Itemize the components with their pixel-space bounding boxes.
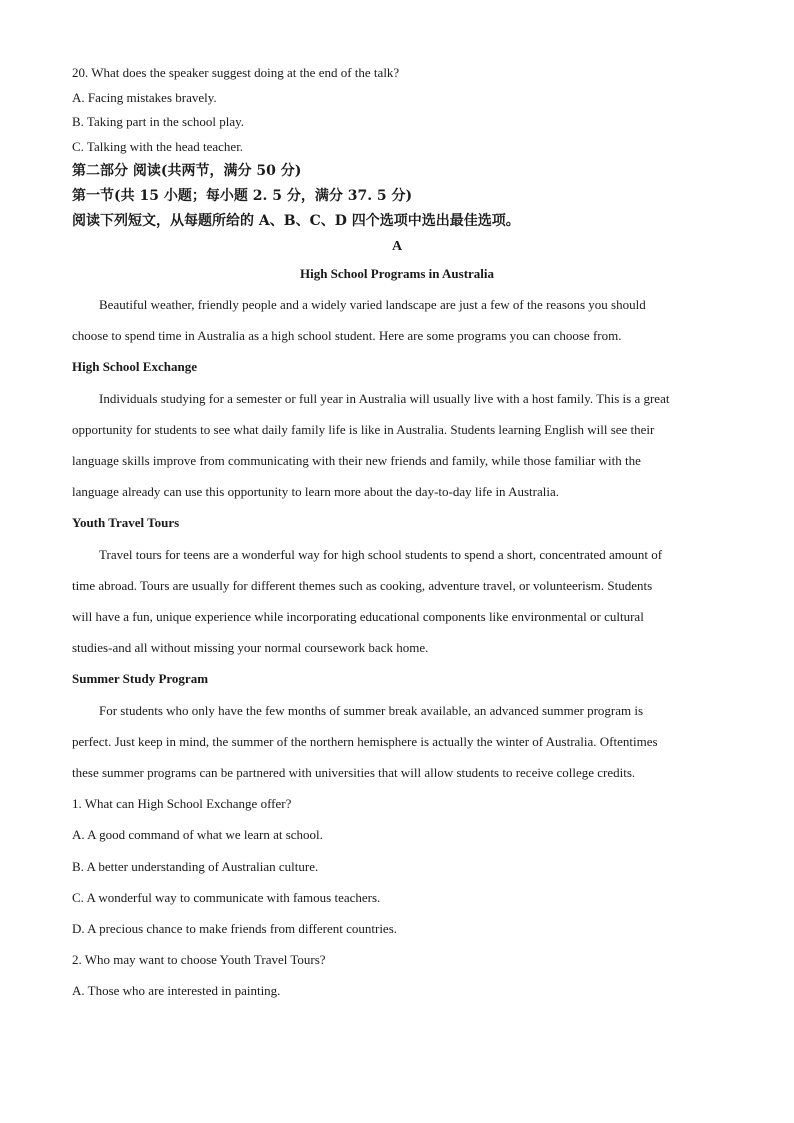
question-20-option-a: A. Facing mistakes bravely. bbox=[72, 90, 217, 105]
passage-title: High School Programs in Australia bbox=[299, 266, 495, 281]
tours-line-1: Travel tours for teens are a wonderful way for high school students to spend a short, concentrated amount of bbox=[99, 547, 663, 562]
question-1-option-b: B. A better understanding of Australian culture. bbox=[72, 859, 319, 874]
exchange-line-4: language already can use this opportunity to learn more about the day-to-day life in Australia. bbox=[72, 484, 559, 499]
exchange-line-3: language skills improve from communicating with their new friends and family, while those familiar with the bbox=[72, 453, 641, 468]
tours-line-3: will have a fun, unique experience while incorporating educational components like environmental or cultural bbox=[72, 609, 644, 624]
question-2-option-a: A. Those who are interested in painting. bbox=[72, 983, 281, 998]
intro-line-1: Beautiful weather, friendly people and a widely varied landscape are just a few of the reasons you should bbox=[99, 297, 646, 312]
reading-instruction: 阅读下列短文，从每题所给的 A、B、C、D 四个选项中选出最佳选项。 bbox=[72, 213, 520, 229]
question-1-option-c: C. A wonderful way to communicate with famous teachers. bbox=[72, 890, 381, 905]
question-20-option-b: B. Taking part in the school play. bbox=[72, 114, 245, 129]
heading-summer-study-program: Summer Study Program bbox=[72, 671, 209, 686]
question-1-option-a: A. A good command of what we learn at school. bbox=[72, 827, 323, 842]
summer-line-1: For students who only have the few months of summer break available, an advanced summer program is bbox=[99, 703, 644, 718]
heading-youth-travel-tours: Youth Travel Tours bbox=[72, 515, 180, 530]
question-1-option-d: D. A precious chance to make friends from different countries. bbox=[72, 921, 398, 936]
heading-high-school-exchange: High School Exchange bbox=[72, 359, 197, 374]
exchange-line-1: Individuals studying for a semester or full year in Australia will usually live with a host family. This is a great bbox=[99, 391, 670, 406]
tours-line-4: studies-and all without missing your normal coursework back home. bbox=[72, 640, 429, 655]
summer-line-2: perfect. Just keep in mind, the summer of the northern hemisphere is actually the winter of Australia. Oftentimes bbox=[72, 734, 658, 749]
question-20: 20. What does the speaker suggest doing at the end of the talk? bbox=[72, 65, 400, 80]
exchange-line-2: opportunity for students to see what daily family life is like in Australia. Students learning English will see their bbox=[72, 422, 655, 437]
passage-letter: A bbox=[391, 239, 403, 254]
intro-line-2: choose to spend time in Australia as a high school student. Here are some programs you can choose from. bbox=[72, 328, 622, 343]
question-20-option-c: C. Talking with the head teacher. bbox=[72, 139, 244, 154]
part-two-heading: 第二部分 阅读(共两节，满分 50 分) bbox=[72, 163, 302, 179]
section-one-heading: 第一节(共 15 小题；每小题 2. 5 分，满分 37. 5 分) bbox=[72, 188, 413, 204]
summer-line-3: these summer programs can be partnered with universities that will allow students to receive college credits. bbox=[72, 765, 636, 780]
question-1: 1. What can High School Exchange offer? bbox=[72, 796, 292, 811]
tours-line-2: time abroad. Tours are usually for different themes such as cooking, adventure travel, or volunteerism. Students bbox=[72, 578, 653, 593]
question-2: 2. Who may want to choose Youth Travel Tours? bbox=[72, 952, 326, 967]
